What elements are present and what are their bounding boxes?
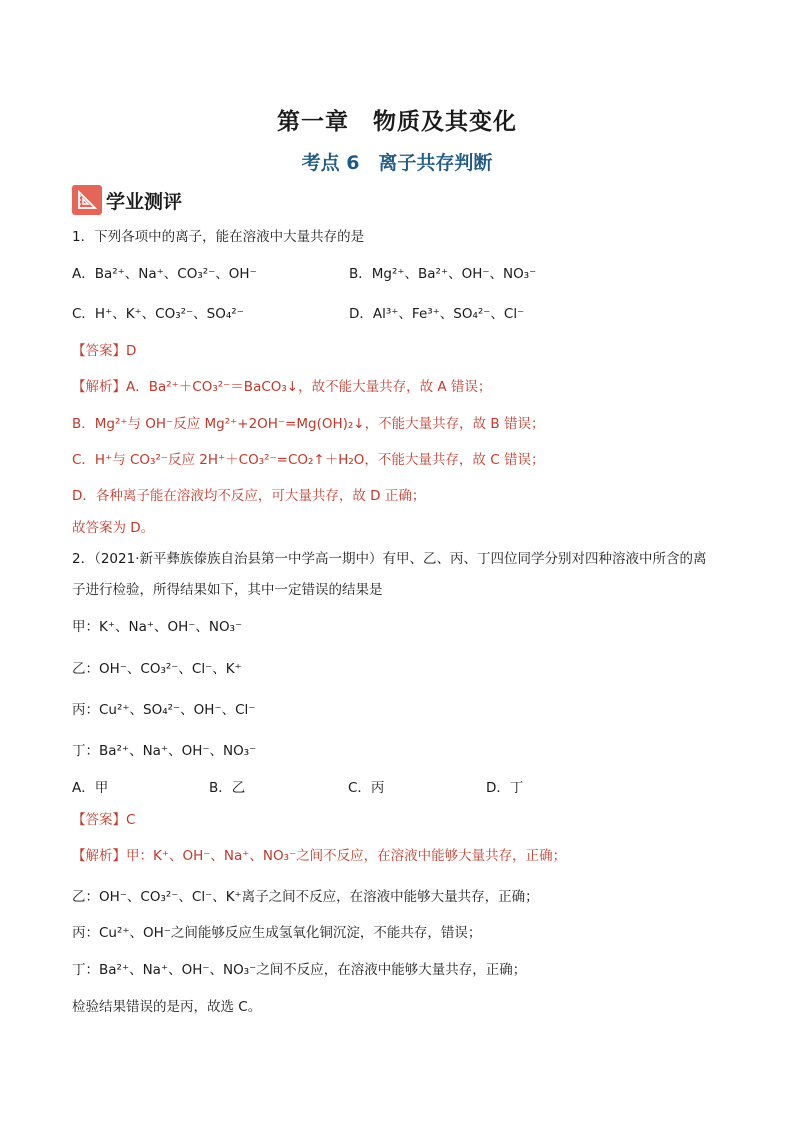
q1-option-b: B．Mg²⁺、Ba²⁺、OH⁻、NO₃⁻ (349, 266, 537, 282)
q2-option-b: B．乙 (209, 780, 246, 796)
q2-analysis-yi: 乙：OH⁻、CO₃²⁻、Cl⁻、K⁺离子之间不反应，在溶液中能够大量共存，正确； (72, 889, 539, 905)
q2-analysis-bing: 丙：Cu²⁺、OH⁻之间能够反应生成氢氧化铜沉淀，不能共存，错误； (72, 925, 482, 941)
chapter-title: 第一章 物质及其变化 (277, 109, 517, 135)
q2-option-d: D．丁 (486, 780, 524, 796)
section-title: 学业测评 (106, 190, 183, 213)
q2-conclusion: 检验结果错误的是丙，故选 C。 (72, 999, 262, 1015)
q2-stem-line-2: 子进行检验，所得结果如下，其中一定错误的结果是 (72, 582, 383, 598)
q1-analysis-a: 【解析】A．Ba²⁺＋CO₃²⁻＝BaCO₃↓，故不能大量共存，故 A 错误； (72, 379, 492, 395)
q2-analysis-jia: 【解析】甲：K⁺、OH⁻、Na⁺、NO₃⁻之间不反应，在溶液中能够大量共存，正确； (72, 848, 567, 864)
q2-option-c: C．丙 (348, 780, 385, 796)
q1-option-d: D．Al³⁺、Fe³⁺、SO₄²⁻、Cl⁻ (349, 306, 525, 322)
triangle-ruler-icon (72, 185, 102, 215)
q1-stem: 1．下列各项中的离子，能在溶液中大量共存的是 (72, 229, 365, 245)
q1-analysis-d: D．各种离子能在溶液均不反应，可大量共存，故 D 正确； (72, 488, 426, 504)
q2-result-yi: 乙：OH⁻、CO₃²⁻、Cl⁻、K⁺ (72, 661, 242, 677)
q1-analysis-b: B．Mg²⁺与 OH⁻反应 Mg²⁺+2OH⁻=Mg(OH)₂↓，不能大量共存，故 B 错误； (72, 416, 545, 432)
q2-result-jia: 甲：K⁺、Na⁺、OH⁻、NO₃⁻ (72, 619, 243, 635)
q1-analysis-c: C．H⁺与 CO₃²⁻反应 2H⁺＋CO₃²⁻=CO₂↑＋H₂O，不能大量共存，故 C 错误； (72, 452, 545, 468)
topic-title: 考点 6 离子共存判断 (301, 152, 493, 174)
q1-conclusion: 故答案为 D。 (72, 520, 155, 536)
q2-result-bing: 丙：Cu²⁺、SO₄²⁻、OH⁻、Cl⁻ (72, 702, 256, 718)
q2-stem-line-1: 2．（2021·新平彝族傣族自治县第一中学高一期中）有甲、乙、丙、丁四位同学分别对四种溶液中所含的离 (72, 551, 707, 567)
section-header (72, 185, 182, 215)
q2-answer: 【答案】C (72, 812, 136, 828)
q2-analysis-ding: 丁：Ba²⁺、Na⁺、OH⁻、NO₃⁻之间不反应，在溶液中能够大量共存，正确； (72, 962, 527, 978)
q1-answer: 【答案】D (72, 343, 137, 359)
q1-option-a: A．Ba²⁺、Na⁺、CO₃²⁻、OH⁻ (72, 266, 257, 282)
q2-result-ding: 丁：Ba²⁺、Na⁺、OH⁻、NO₃⁻ (72, 743, 257, 759)
q1-option-c: C．H⁺、K⁺、CO₃²⁻、SO₄²⁻ (72, 306, 244, 322)
q2-option-a: A．甲 (72, 780, 109, 796)
